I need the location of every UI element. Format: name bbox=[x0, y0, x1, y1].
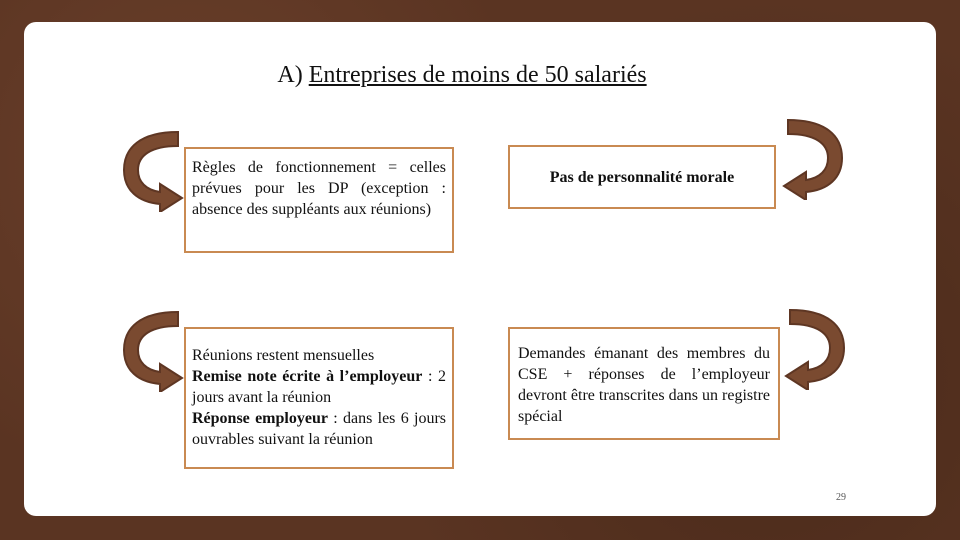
box-personnalite-morale bbox=[508, 145, 776, 209]
curved-arrow-left-top-icon bbox=[120, 128, 184, 212]
curved-arrow-left-bottom-icon bbox=[120, 308, 184, 392]
box-reunions-line4: Réponse employeur bbox=[192, 410, 328, 427]
box-reunions-line1: Réunions restent mensuelles bbox=[192, 347, 375, 364]
title-main: Entreprises de moins de 50 salariés bbox=[308, 62, 647, 88]
page-number: 29 bbox=[836, 492, 846, 503]
slide-title bbox=[24, 62, 900, 89]
box-reunions-line3: : 2 jours avant la réunion bbox=[192, 368, 446, 406]
title-prefix: A) bbox=[277, 62, 309, 88]
box-registre bbox=[508, 327, 780, 440]
box-reunions-line2: Remise note écrite à l’employeur bbox=[192, 368, 423, 385]
box-reunions bbox=[184, 327, 454, 469]
box-personnalite-morale-text: Pas de personnalité morale bbox=[549, 168, 735, 186]
slide bbox=[24, 22, 936, 516]
curved-arrow-right-bottom-icon bbox=[784, 306, 848, 390]
box-fonctionnement-text: Règles de fonctionnement = celles prévues pour les DP (exception : absence des suppléants aux réunions) bbox=[192, 159, 446, 218]
box-fonctionnement bbox=[184, 147, 454, 253]
curved-arrow-right-top-icon bbox=[782, 116, 846, 200]
box-reunions-line5: : dans les 6 jours ouvrables suivant la réunion bbox=[192, 410, 447, 448]
box-registre-text: Demandes émanant des membres du CSE + réponses de l’employeur devront être transcrites dans un registre spécial bbox=[518, 345, 770, 425]
